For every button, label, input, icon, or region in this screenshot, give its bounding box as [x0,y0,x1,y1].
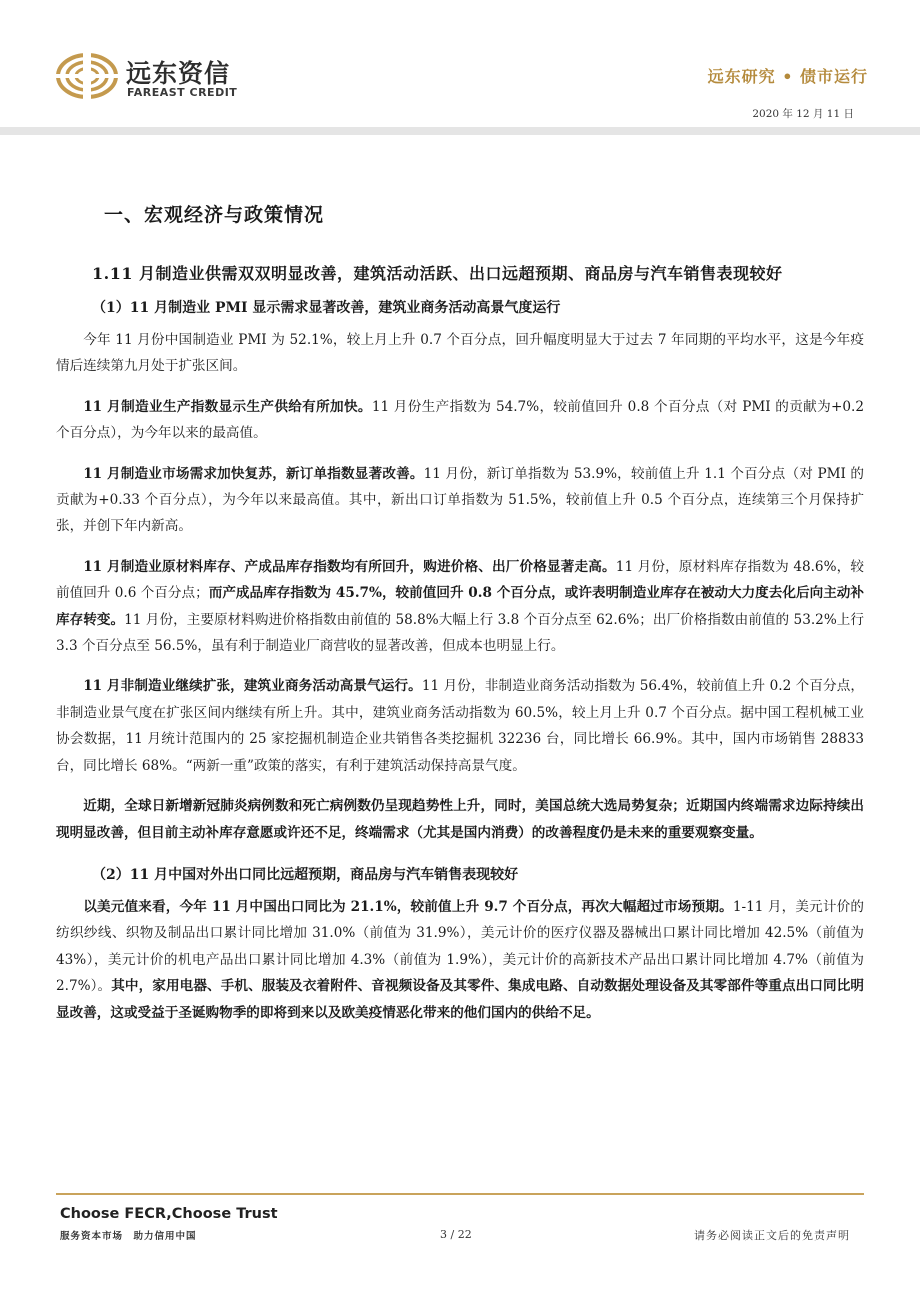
report-body [56,190,864,1040]
logo-english-name: FAREAST CREDIT [127,86,238,99]
paragraph-new-orders-body: 11 月份，新订单指数为 53.9%，较前值上升 1.1 个百分点（对 PMI 的贡献为+0.33 个百分点），为今年以来最高值。其中，新出口订单指数为 51.5%，较前值上升 0.5 个百分点，连续第三个月保持扩张，并创下年内新高。 [56,465,864,535]
paragraph-new-orders [56,461,864,540]
paragraph-outlook [56,793,864,846]
section-heading: 一、宏观经济与政策情况 [104,204,325,226]
header-divider-band [0,127,920,135]
paragraph-inventory-body: 11 月份，主要原材料购进价格指数由前值的 58.8%大幅上行 3.8 个百分点至 62.6%；出厂价格指数由前值的 53.2%上行 3.3 个百分点至 56.5%，虽有利于制造业厂商营收的显著改善，但成本也明显上行。 [56,611,864,655]
footer-tagline: 服务资本市场 助力信用中国 [60,1231,197,1242]
paragraph-inventory-mid: 11 月份，原材料库存指数为 48.6%，较前值回升 0.6 个百分点； [56,558,864,602]
paragraph-non-manufacturing [56,673,864,779]
footer-disclaimer: 请务必阅读正文后的免责声明 [694,1229,850,1242]
paragraph-pmi: 今年 11 月份中国制造业 PMI 为 52.1%，较上月上升 0.7 个百分点，回升幅度明显大于过去 7 年同期的平均水平，这是今年疫情后连续第九月处于扩张区间。 [56,332,864,375]
footer-divider [56,1193,864,1195]
part1-heading: （1）11 月制造业 PMI 显示需求显著改善，建筑业商务活动高景气度运行 [92,300,561,316]
page-header [0,0,920,135]
paragraph-production-lead: 11 月制造业生产指数显示生产供给有所加快。 [83,398,372,415]
report-date: 2020 年 12 月 11 日 [752,108,854,120]
paragraph-exports [56,894,864,1026]
paragraph-outlook-text: 近期，全球日新增新冠肺炎病例数和死亡病例数仍呈现趋势性上升，同时，美国总统大选局势复杂；近期国内终端需求边际持续出现明显改善，但目前主动补库存意愿或许还不足，终端需求（尤其是国内消费）的改善程度仍是未来的重要观察变量。 [56,798,864,841]
fareast-logo-icon [56,52,118,100]
paragraph-non-manufacturing-body: 11 月份，非制造业商务活动指数为 56.4%，较前值上升 0.2 个百分点，非制造业景气度在扩张区间内继续有所上升。其中，建筑业商务活动指数为 60.5%，较上月上升 0.7 个百分点。据中国工程机械工业协会数据，11 月统计范围内的 25 家挖掘机制造企业共销售各类挖掘机 32236 台，同比增长 66.9%。其中，国内市场销售 28833 台，同比增长 68%。“两新一重”政策的落实，有利于建筑活动保持高景气度。 [56,678,864,774]
paragraph-inventory [56,554,864,660]
paragraph-exports-emphasis: 其中，家用电器、手机、服装及衣着附件、音视频设备及其零件、集成电路、自动数据处理设备及其零部件等重点出口同比明显改善，这或受益于圣诞购物季的即将到来以及欧美疫情恶化带来的他们国内的供给不足。 [56,978,864,1021]
fareast-credit-logo [56,52,236,104]
report-series-title: 远东研究 • 债市运行 [707,67,868,86]
paragraph-inventory-lead: 11 月制造业原材料库存、产成品库存指数均有所回升，购进价格、出厂价格显著走高。 [83,558,616,575]
paragraph-production [56,394,864,447]
page-number: 3 / 22 [440,1228,472,1241]
subsection-heading: 1.11 月制造业供需双双明显改善，建筑活动活跃、出口远超预期、商品房与汽车销售表现较好 [92,264,783,283]
paragraph-production-body: 11 月份生产指数为 54.7%，较前值回升 0.8 个百分点（对 PMI 的贡献为+0.2 个百分点），为今年以来的最高值。 [56,398,865,442]
footer-slogan: Choose FECR,Choose Trust [60,1206,278,1222]
paragraph-non-manufacturing-lead: 11 月非制造业继续扩张，建筑业商务活动高景气运行。 [83,678,422,695]
paragraph-inventory-emphasis: 而产成品库存指数为 45.7%，较前值回升 0.8 个百分点，或许表明制造业库存在被动大力度去化后向主动补库存转变。 [56,585,865,628]
part2-heading: （2）11 月中国对外出口同比远超预期，商品房与汽车销售表现较好 [92,866,519,883]
paragraph-exports-body: 1-11 月，美元计价的纺织纱线、织物及制品出口累计同比增加 31.0%（前值为 31.9%），美元计价的医疗仪器及器械出口累计同比增加 42.5%（前值为 43%），美元计价的机电产品出口累计同比增加 4.3%（前值为 1.9%），美元计价的高新技术产品出口累计同比增加 4.7%（前值为 2.7%）。 [56,898,864,995]
logo-chinese-name: 远东资信 [126,59,231,88]
paragraph-new-orders-lead: 11 月制造业市场需求加快复苏，新订单指数显著改善。 [83,465,424,482]
paragraph-exports-lead: 以美元值来看，今年 11 月中国出口同比为 21.1%，较前值上升 9.7 个百分点，再次大幅超过市场预期。 [83,898,733,915]
